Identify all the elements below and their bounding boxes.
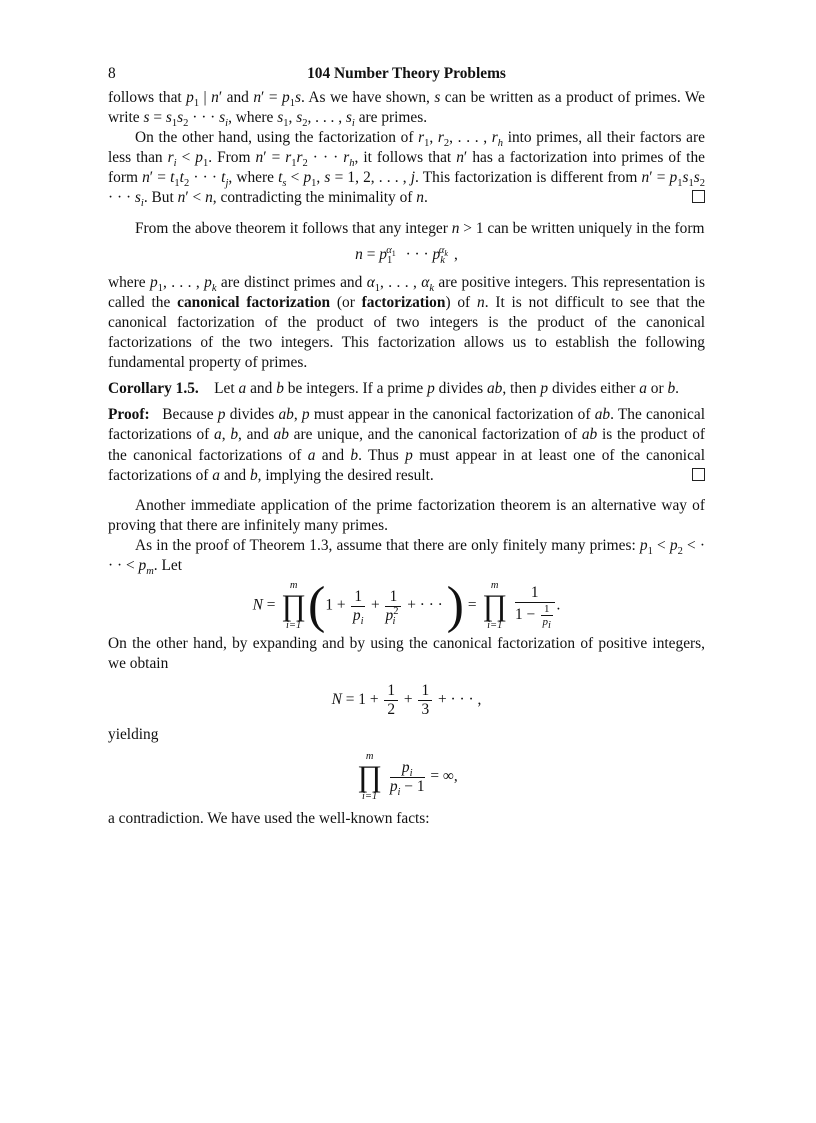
paragraph-7: On the other hand, by expanding and by using the canonical factorization of positive integers, we obtain — [108, 635, 705, 673]
corollary-1-5: Corollary 1.5. Let a and b be integers. If a prime p divides ab, then p divides either a or b. — [108, 380, 679, 398]
proof-label: Proof: — [108, 406, 150, 424]
equation-product-N: N = m ∏ i=1 (1 + $\frac{1}{p_i}$ + $\frac{1}{p^2_i}$ + · · · ) = m ∏ i=1 1 1 − $\frac{1}{p_i}$ . — [252, 577, 561, 635]
running-title: 104 Number Theory Problems — [307, 65, 506, 82]
equation-harmonic-series: N = 1 + $\frac{1}{2}$ + $\frac{1}{3}$ + · · · , — [331, 682, 482, 719]
paragraph-2: On the other hand, using the factorization of $r_1$, $r_2$, . . . , $r_h$ into primes, all their factors are less than $r_i < p_1$. From $n' = r_1r_2$ · · · $r_h$, it follows that n′ has a factorization into primes of the form $n' = t_1t_2$ · · · $t_j$, where $t_s < p_1$, s = 1, 2, . . . , j. This factorization is different from $n' = p_1s_1s_2$ · · · $s_i$. But n′ < n, contradicting the minimality of n. — [108, 129, 705, 210]
proof: Proof: Because p divides ab, p must appear in the canonical factorization of ab. The canonical factorizations of a, b, and ab are unique, and the canonical factorization of ab is the product of the canonical factorizations of a and b. Thus p must appear in at least one of the canonical factorizations of a and b, implying the desired result. — [108, 406, 706, 484]
running-header — [108, 64, 705, 88]
paragraph-9: a contradiction. We have used the well-known facts: — [108, 810, 430, 828]
paragraph-1: follows that $p_1$ | n′ and $n' = p_1s$. As we have shown, s can be written as a product of primes. We write $s = s_1s_2$ · · · $s_i$, where $s_1$, $s_2$, . . . , $s_i$ are primes. — [108, 89, 705, 130]
paragraph-5: Another immediate application of the prime factorization theorem is an alternative way of proving that there are infinitely many primes. — [108, 496, 705, 534]
paragraph-8: yielding — [108, 726, 159, 744]
equation-canonical-form: $n = p_1^{\alpha_1}$ · · · $p_k^{\alpha_k}$ , — [355, 244, 458, 266]
paragraph-3: From the above theorem it follows that any integer n > 1 can be written uniquely in the form — [135, 219, 705, 237]
paragraph-6: As in the proof of Theorem 1.3, assume that there are only finitely many primes: $p_1 < p_2$ < · · · < $p_m$. Let — [108, 536, 705, 578]
corollary-label: Corollary 1.5. — [108, 380, 199, 398]
paragraph-4: where $p_1$, . . . , $p_k$ are distinct primes and $\alpha_1$, . . . , $\alpha_k$ are positive integers. This representation is called the canonical factorization (or factorization) of n. It is not difficult to see that the canonical factorization of the product of two integers is the product of the canonical factorizations of the two integers. This factorization allows us to establish the following fundamental property of primes. — [108, 273, 705, 372]
equation-infinity: m ∏ i=1 $\frac{p_i}{p_i - 1}$ = ∞, — [357, 751, 458, 803]
qed-box — [692, 190, 705, 203]
page-number: 8 — [108, 65, 116, 82]
book-page — [108, 64, 705, 829]
qed-box — [692, 468, 705, 481]
